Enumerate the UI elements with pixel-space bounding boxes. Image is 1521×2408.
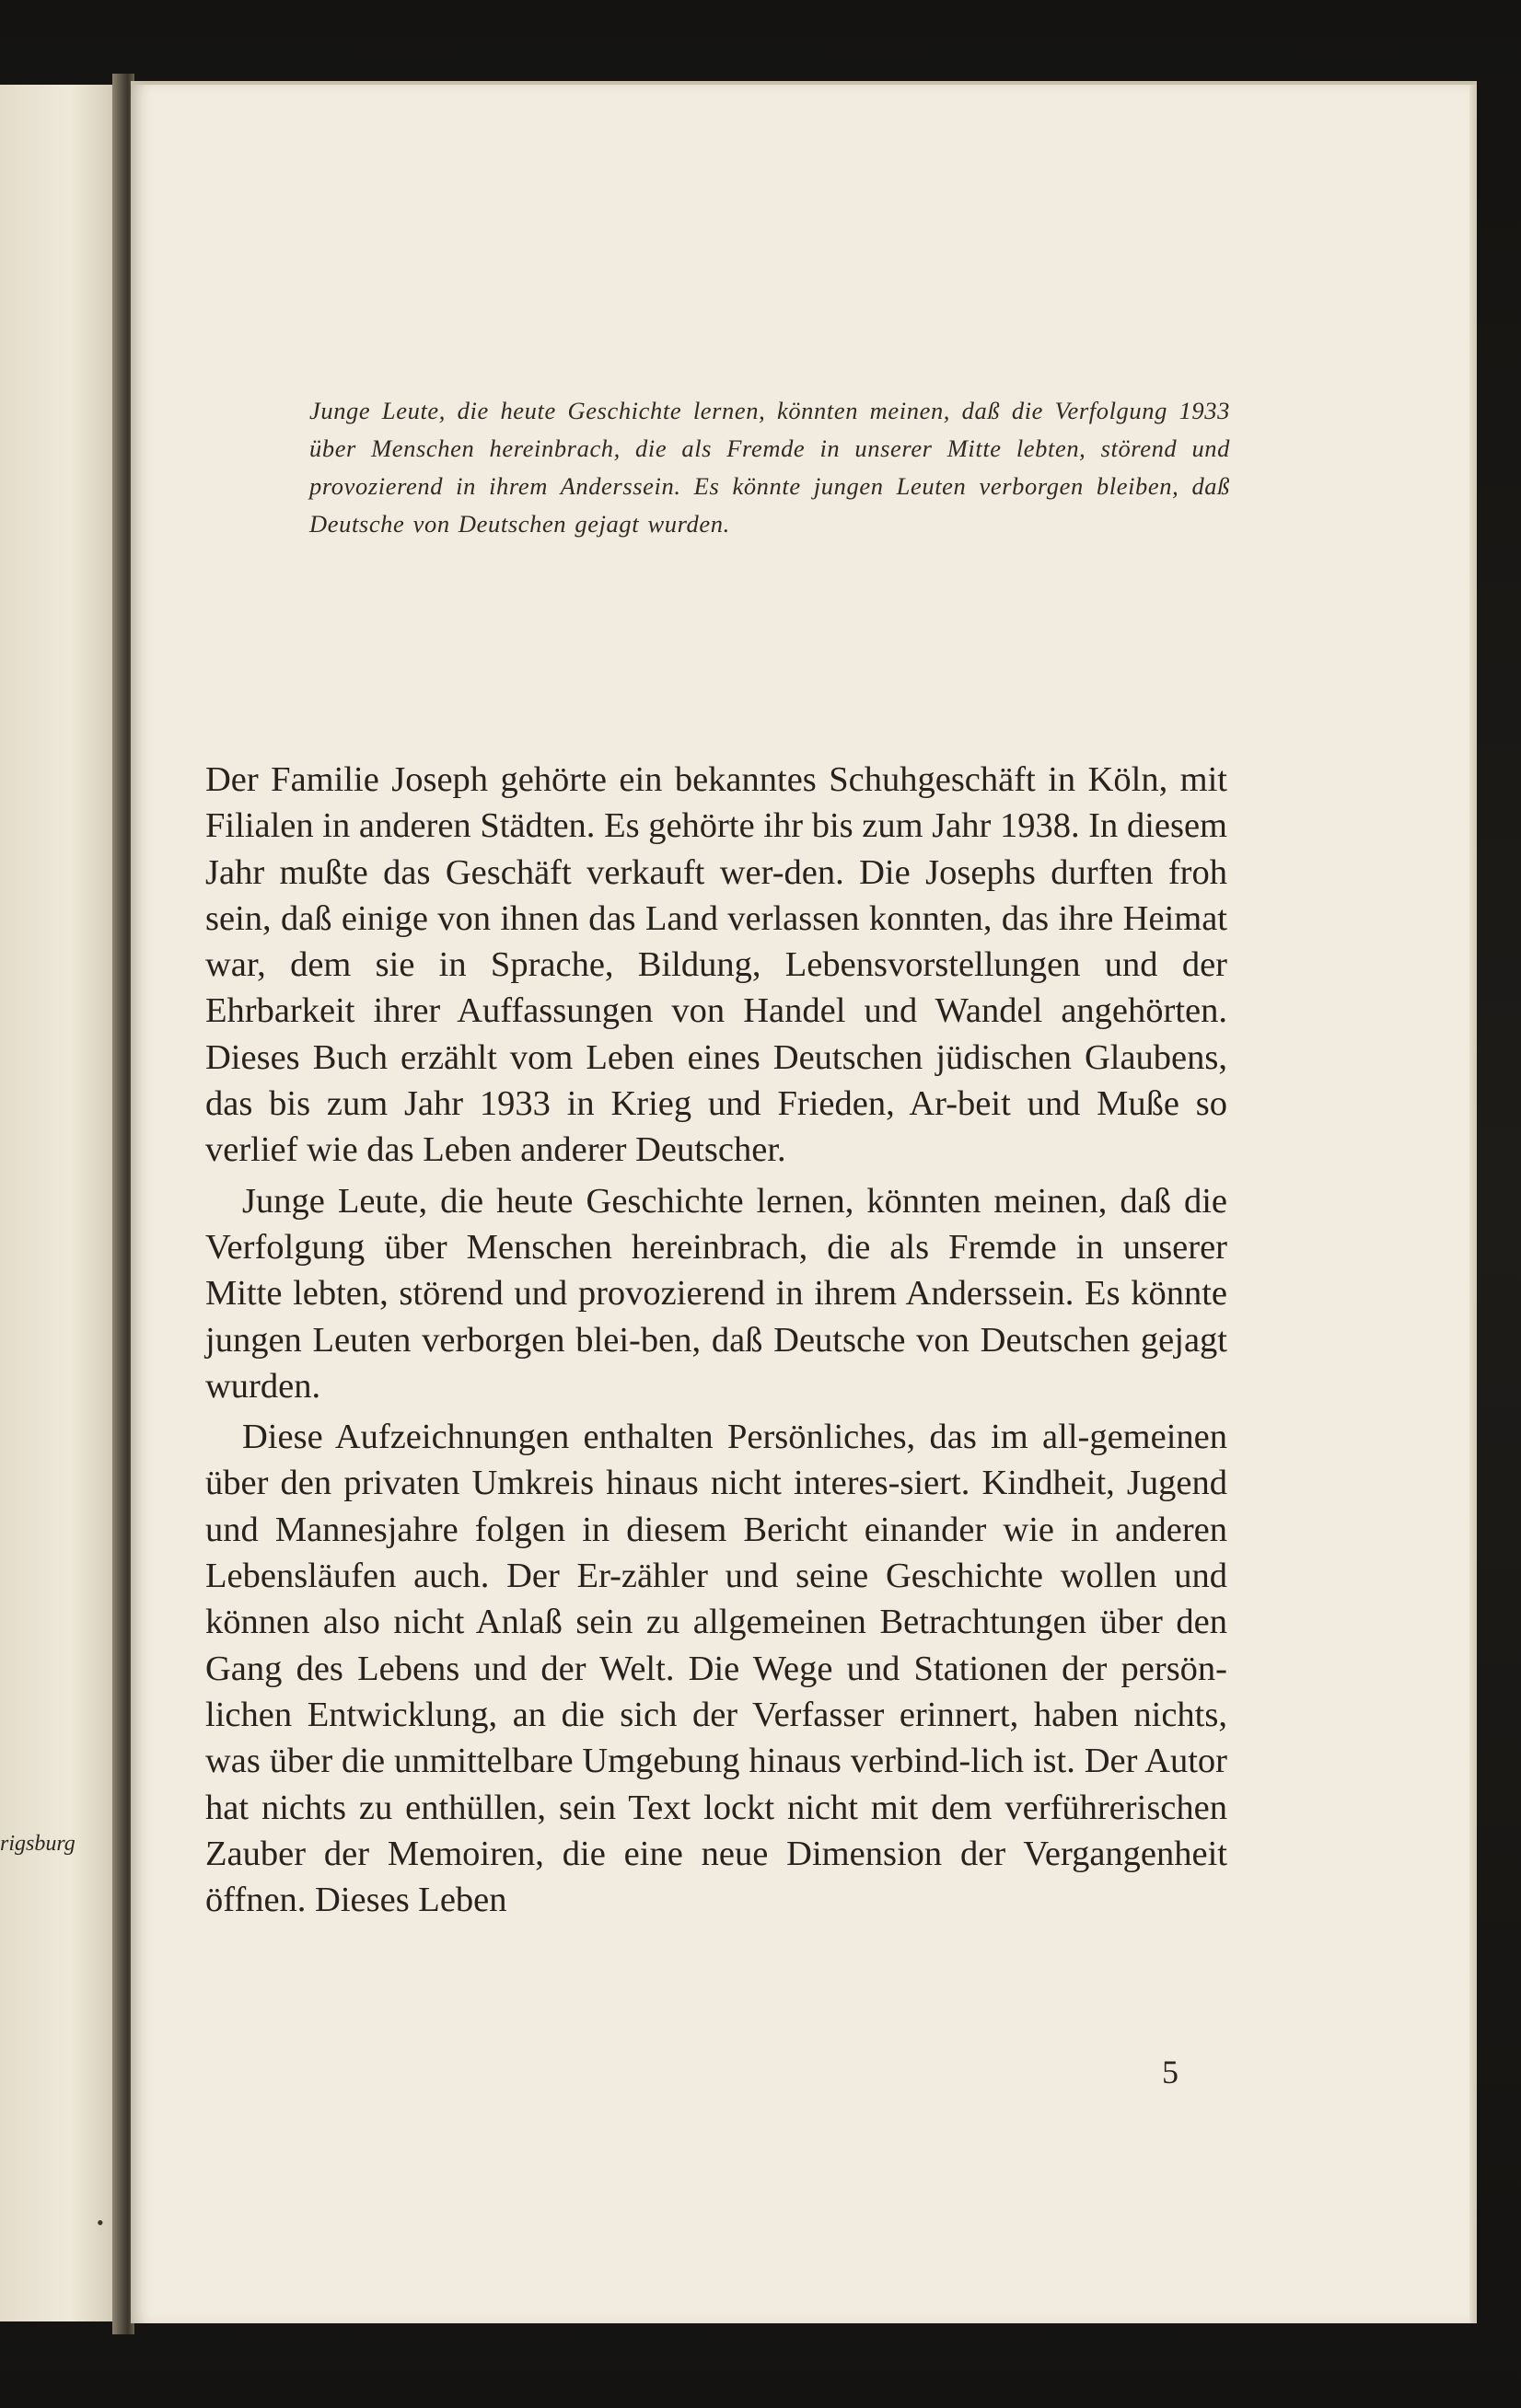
left-page-text-fragment: rigsburg [0,1832,75,1856]
paragraph-3: Diese Aufzeichnungen enthalten Persönliches, das im all-gemeinen über den privaten Umkreis hinaus nicht interes-siert. Kindheit, Jugend und Mannesjahre folgen in diesem Bericht einander wie in anderen Lebensläufen auch. Der Er-zähler und seine Geschichte wollen und können also nicht Anlaß sein zu allgemeinen Betrachtungen über den Gang des Lebens und der Welt. Die Wege und Stationen der persön-lichen Entwicklung, an die sich der Verfasser erinnert, haben nichts, was über die unmittelbare Umgebung hinaus verbind-lich ist. Der Autor hat nichts zu enthüllen, sein Text lockt nicht mit dem verführerischen Zauber der Memoiren, die eine neue Dimension der Vergangenheit öffnen. Dieses Leben [205,1418,1227,1920]
paragraph-1: Der Familie Joseph gehörte ein bekanntes Schuhgeschäft in Köln, mit Filialen in anderen Städten. Es gehörte ihr bis zum Jahr 1938. In diesem Jahr mußte das Geschäft verkauft wer-den. Die Josephs durften froh sein, daß einige von ihnen das Land verlassen konnten, das ihre Heimat war, dem sie in Sprache, Bildung, Lebensvorstellungen und der Ehrbarkeit ihrer Auffassungen von Handel und Wandel angehörten. Dieses Buch erzählt vom Leben eines Deutschen jüdischen Glaubens, das bis zum Jahr 1933 in Krieg und Frieden, Ar-beit und Muße so verlief wie das Leben anderer Deutscher. [205,760,1227,1170]
main-text [205,757,1227,1928]
left-page-edge [0,85,127,2321]
page-number: 5 [1162,2054,1178,2090]
epigraph: Junge Leute, die heute Geschichte lernen, könnten meinen, daß die Verfolgung 1933 über Menschen hereinbrach, die als Fremde in unserer Mitte lebten, störend und provozierend in ihrem Anderssein. Es könnte jungen Leuten verborgen bleiben, daß Deutsche von Deutschen gejagt wurden. [309,397,1230,538]
left-page-mark: • [97,2211,104,2234]
paragraph-2: Junge Leute, die heute Geschichte lernen, könnten meinen, daß die Verfolgung über Menschen hereinbrach, die als Fremde in unserer Mitte lebten, störend und provozierend in ihrem Anderssein. Es könnte jungen Leuten verborgen blei-ben, daß Deutsche von Deutschen gejagt wurden. [205,1181,1227,1406]
page-right-edge [1469,85,1477,2323]
